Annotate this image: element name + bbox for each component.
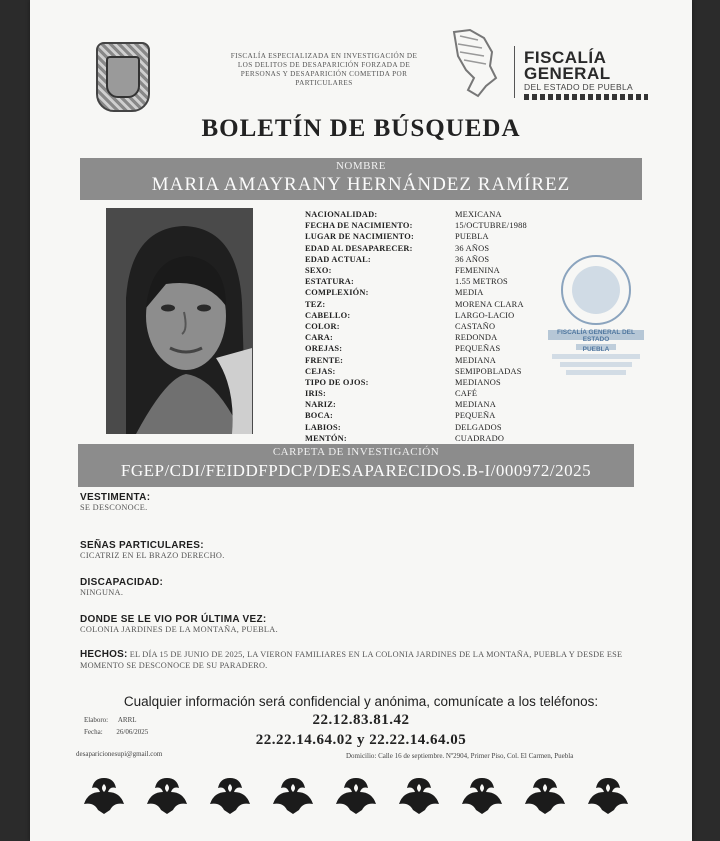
agency-name [208, 52, 440, 88]
detail-value: MEDIANOS [455, 377, 501, 387]
detail-row [305, 276, 545, 287]
ornament-motif [210, 778, 250, 814]
brand-fiscalia: FISCALÍA [524, 48, 607, 67]
detail-value: 15/OCTUBRE/1988 [455, 221, 527, 231]
agency-line: PERSONAS Y DESAPARICIÓN COMETIDA POR [240, 70, 408, 78]
detail-value: PUEBLA [455, 232, 489, 242]
ornament-motif [84, 778, 124, 814]
detail-label: IRIS: [305, 389, 327, 399]
detail-row [305, 388, 545, 399]
detail-label: CABELLO: [305, 310, 351, 320]
detail-value: SEMIPOBLADAS [455, 366, 522, 376]
detail-label: SEXO: [305, 266, 332, 276]
page-title: BOLETÍN DE BÚSQUEDA [201, 115, 521, 142]
case-file-number: FGEP/CDI/FEIDDFPDCP/DESAPARECIDOS.B-I/000972/2025 [120, 461, 592, 480]
detail-row [305, 377, 545, 388]
case-file-label: CARPETA DE INVESTIGACIÓN [272, 446, 440, 458]
office-address: Domicilio: Calle 16 de septiembre. Nº2904, Primer Piso, Col. El Carmen, Puebla [346, 752, 574, 760]
detail-label: BOCA: [305, 411, 333, 421]
elaboro-label: Elaboro: [84, 716, 109, 724]
detail-row [305, 231, 545, 242]
ornament-motif [336, 778, 376, 814]
last-seen-section [80, 614, 278, 634]
stamp-text [546, 329, 646, 353]
detail-row [305, 366, 545, 377]
section-text: EL DÍA 15 DE JUNIO DE 2025, LA VIERON FAMILIARES EN LA COLONIA JARDINES DE LA MONTAÑA, PUEBLA Y DESDE ESE MOMENTO SE DESCONOCE DE SU PARADERO. [80, 650, 623, 670]
detail-label: ESTATURA: [305, 277, 354, 287]
elaboro [84, 716, 137, 724]
agency-line: LOS DELITOS DE DESAPARICIÓN FORZADA DE [237, 61, 411, 69]
section-text: SE DESCONOCE. [80, 503, 148, 512]
detail-value: CUADRADO [455, 433, 505, 443]
ornament-motif [525, 778, 565, 814]
detail-value: REDONDA [455, 333, 498, 343]
vestimenta-section [80, 492, 150, 512]
phone-numbers-line-1: 22.12.83.81.42 [312, 712, 410, 728]
detail-value: PEQUEÑAS [455, 344, 501, 354]
brand-general: GENERAL [524, 64, 611, 83]
detail-value: 36 AÑOS [455, 243, 490, 253]
phone-numbers-line-2: 22.22.14.64.02 y 22.22.14.64.05 [255, 732, 467, 748]
detail-label: NACIONALIDAD: [305, 210, 378, 220]
detail-label: FECHA DE NACIMIENTO: [305, 221, 413, 231]
stamp-line: FISCALÍA GENERAL DEL ESTADO [556, 329, 635, 343]
agency-line: PARTICULARES [295, 79, 353, 87]
brand-divider [514, 46, 515, 98]
detail-label: NARIZ: [305, 400, 336, 410]
detail-row [305, 299, 545, 310]
detail-label: CARA: [305, 333, 333, 343]
detail-row [305, 332, 545, 343]
detail-label: COMPLEXIÓN: [305, 288, 369, 298]
section-heading: DISCAPACIDAD: [80, 577, 164, 588]
detail-row [305, 422, 545, 433]
detail-value: 36 AÑOS [455, 254, 490, 264]
ornament-motif [273, 778, 313, 814]
person-name: MARIA AMAYRANY HERNÁNDEZ RAMÍREZ [151, 174, 571, 195]
detail-row [305, 287, 545, 298]
detail-row [305, 433, 545, 444]
name-label: NOMBRE [335, 160, 387, 172]
detail-row [305, 220, 545, 231]
detail-label: FRENTE: [305, 355, 344, 365]
detail-value: FEMENINA [455, 266, 500, 276]
elaboro-value: ARRL [117, 716, 137, 724]
detail-value: CASTAÑO [455, 321, 496, 331]
detail-label: OREJAS: [305, 344, 343, 354]
detail-value: PEQUEÑA [455, 411, 496, 421]
missing-person-photo [106, 208, 253, 434]
detail-value: MEXICANA [455, 210, 502, 220]
detail-label: COLOR: [305, 321, 340, 331]
detail-label: MENTÓN: [305, 433, 347, 443]
detail-value: CAFÉ [455, 389, 478, 399]
detail-value: DELGADOS [455, 422, 502, 432]
ornament-motif [147, 778, 187, 814]
detail-row [305, 410, 545, 421]
detail-row [305, 310, 545, 321]
section-text: CICATRIZ EN EL BRAZO DERECHO. [80, 551, 225, 560]
detail-label: LUGAR DE NACIMIENTO: [305, 232, 415, 242]
detail-value: LARGO-LACIO [455, 310, 515, 320]
fiscalia-emblem-icon [448, 26, 504, 98]
detail-value: MEDIANA [455, 355, 496, 365]
detail-row [305, 254, 545, 265]
section-heading: HECHOS: [80, 649, 128, 660]
section-heading: DONDE SE LE VIO POR ÚLTIMA VEZ: [80, 614, 267, 625]
section-text: COLONIA JARDINES DE LA MONTAÑA, PUEBLA. [80, 625, 278, 634]
detail-row [305, 321, 545, 332]
detail-label: TIPO DE OJOS: [305, 377, 369, 387]
section-heading: SEÑAS PARTICULARES: [80, 540, 204, 551]
brand-pattern [524, 94, 648, 100]
contact-text: Cualquier información será confidencial y anónima, comunícate a los teléfonos: [123, 694, 599, 709]
detail-row [305, 354, 545, 365]
bulletin-page [30, 0, 692, 841]
detail-label: CEJAS: [305, 366, 336, 376]
stamp-line: PUEBLA [582, 346, 610, 353]
detail-label: EDAD AL DESAPARECER: [305, 243, 413, 253]
name-band [80, 158, 642, 200]
detail-row [305, 243, 545, 254]
case-file-band [78, 444, 634, 487]
hechos-section [80, 650, 640, 671]
detail-row [305, 399, 545, 410]
section-text: NINGUNA. [80, 588, 124, 597]
detail-value: MORENA CLARA [455, 299, 524, 309]
detail-label: TEZ: [305, 299, 326, 309]
fecha-label: Fecha: [84, 728, 103, 736]
detail-value: MEDIANA [455, 400, 496, 410]
detail-label: LABIOS: [305, 422, 341, 432]
discapacidad-section [80, 577, 163, 597]
detail-row [305, 209, 545, 220]
fecha-value: 26/06/2025 [116, 728, 149, 736]
ornament-motif [462, 778, 502, 814]
state-seal-icon [96, 42, 150, 112]
contact-email: desaparicionesupi@gmail.com [76, 750, 163, 758]
senas-section [80, 540, 225, 560]
brand-subtitle: DEL ESTADO DE PUEBLA [524, 82, 633, 92]
detail-value: 1.55 METROS [455, 277, 508, 287]
detail-value: MEDIA [455, 288, 484, 298]
section-heading: VESTIMENTA: [80, 492, 151, 503]
agency-line: FISCALÍA ESPECIALIZADA EN INVESTIGACIÓN DE [230, 52, 418, 60]
ornament-motif [399, 778, 439, 814]
detail-label: EDAD ACTUAL: [305, 254, 371, 264]
detail-row [305, 343, 545, 354]
decorative-border-icon [76, 772, 646, 816]
fecha [84, 728, 148, 736]
official-stamp-icon [546, 250, 646, 390]
ornament-motif [588, 778, 628, 814]
details-list [305, 209, 545, 444]
detail-row [305, 265, 545, 276]
